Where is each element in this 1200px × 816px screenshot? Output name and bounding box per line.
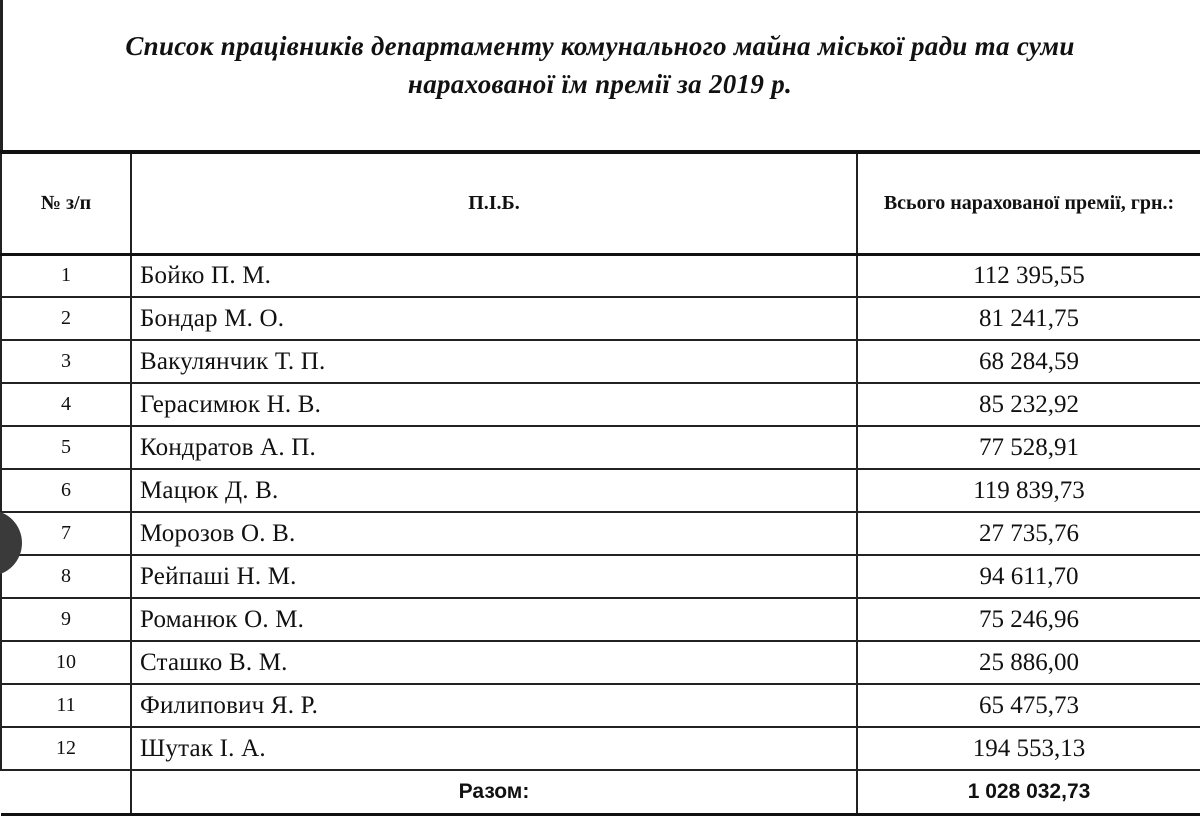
bonus-table [0, 150, 1200, 816]
row-number-cell: 8 [1, 555, 131, 598]
row-name-cell: Шутак І. А. [131, 727, 857, 770]
row-name-cell: Рейпаші Н. М. [131, 555, 857, 598]
row-number-cell: 2 [1, 297, 131, 340]
row-sum-cell: 65 475,73 [857, 684, 1200, 727]
row-sum-cell: 194 553,13 [857, 727, 1200, 770]
header-number: № з/п [1, 152, 131, 254]
header-name: П.І.Б. [131, 152, 857, 254]
row-sum-cell: 25 886,00 [857, 641, 1200, 684]
total-sum: 1 028 032,73 [857, 770, 1200, 814]
row-name-cell: Кондратов А. П. [131, 426, 857, 469]
table-row [1, 254, 1200, 297]
row-number-cell: 6 [1, 469, 131, 512]
row-name-cell: Филипович Я. Р. [131, 684, 857, 727]
row-name-cell: Мацюк Д. В. [131, 469, 857, 512]
row-sum-cell: 85 232,92 [857, 383, 1200, 426]
row-number-cell: 9 [1, 598, 131, 641]
table-row [1, 297, 1200, 340]
table-row [1, 340, 1200, 383]
total-blank-cell [1, 770, 131, 814]
row-name-cell: Бондар М. О. [131, 297, 857, 340]
title-line-2: нарахованої їм премії за 2019 р. [407, 69, 793, 99]
document-title [30, 27, 1170, 103]
table-body [1, 254, 1200, 814]
row-name-cell: Вакулянчик Т. П. [131, 340, 857, 383]
table-row [1, 684, 1200, 727]
row-number-cell: 12 [1, 727, 131, 770]
row-sum-cell: 94 611,70 [857, 555, 1200, 598]
row-name-cell: Бойко П. М. [131, 254, 857, 297]
total-row [1, 770, 1200, 814]
row-sum-cell: 77 528,91 [857, 426, 1200, 469]
page-left-border [0, 0, 3, 150]
row-sum-cell: 27 735,76 [857, 512, 1200, 555]
row-sum-cell: 75 246,96 [857, 598, 1200, 641]
row-number-cell: 4 [1, 383, 131, 426]
header-sum: Всього нарахованої премії, грн.: [857, 152, 1200, 254]
table-header [1, 152, 1200, 254]
row-name-cell: Морозов О. В. [131, 512, 857, 555]
row-sum-cell: 81 241,75 [857, 297, 1200, 340]
total-label: Разом: [131, 770, 857, 814]
table-row [1, 641, 1200, 684]
row-number-cell: 11 [1, 684, 131, 727]
row-sum-cell: 68 284,59 [857, 340, 1200, 383]
row-name-cell: Герасимюк Н. В. [131, 383, 857, 426]
table-row [1, 727, 1200, 770]
table-row [1, 426, 1200, 469]
row-number-cell: 5 [1, 426, 131, 469]
table-row [1, 512, 1200, 555]
row-number-cell: 7 [1, 512, 131, 555]
table-row [1, 383, 1200, 426]
row-number-cell: 3 [1, 340, 131, 383]
title-line-1: Список працівників департаменту комунального майна міської ради та суми [125, 31, 1075, 61]
table-row [1, 598, 1200, 641]
table-row [1, 469, 1200, 512]
table-row [1, 555, 1200, 598]
row-name-cell: Сташко В. М. [131, 641, 857, 684]
row-number-cell: 10 [1, 641, 131, 684]
row-sum-cell: 119 839,73 [857, 469, 1200, 512]
header-row [1, 152, 1200, 254]
row-sum-cell: 112 395,55 [857, 254, 1200, 297]
row-number-cell: 1 [1, 254, 131, 297]
row-name-cell: Романюк О. М. [131, 598, 857, 641]
